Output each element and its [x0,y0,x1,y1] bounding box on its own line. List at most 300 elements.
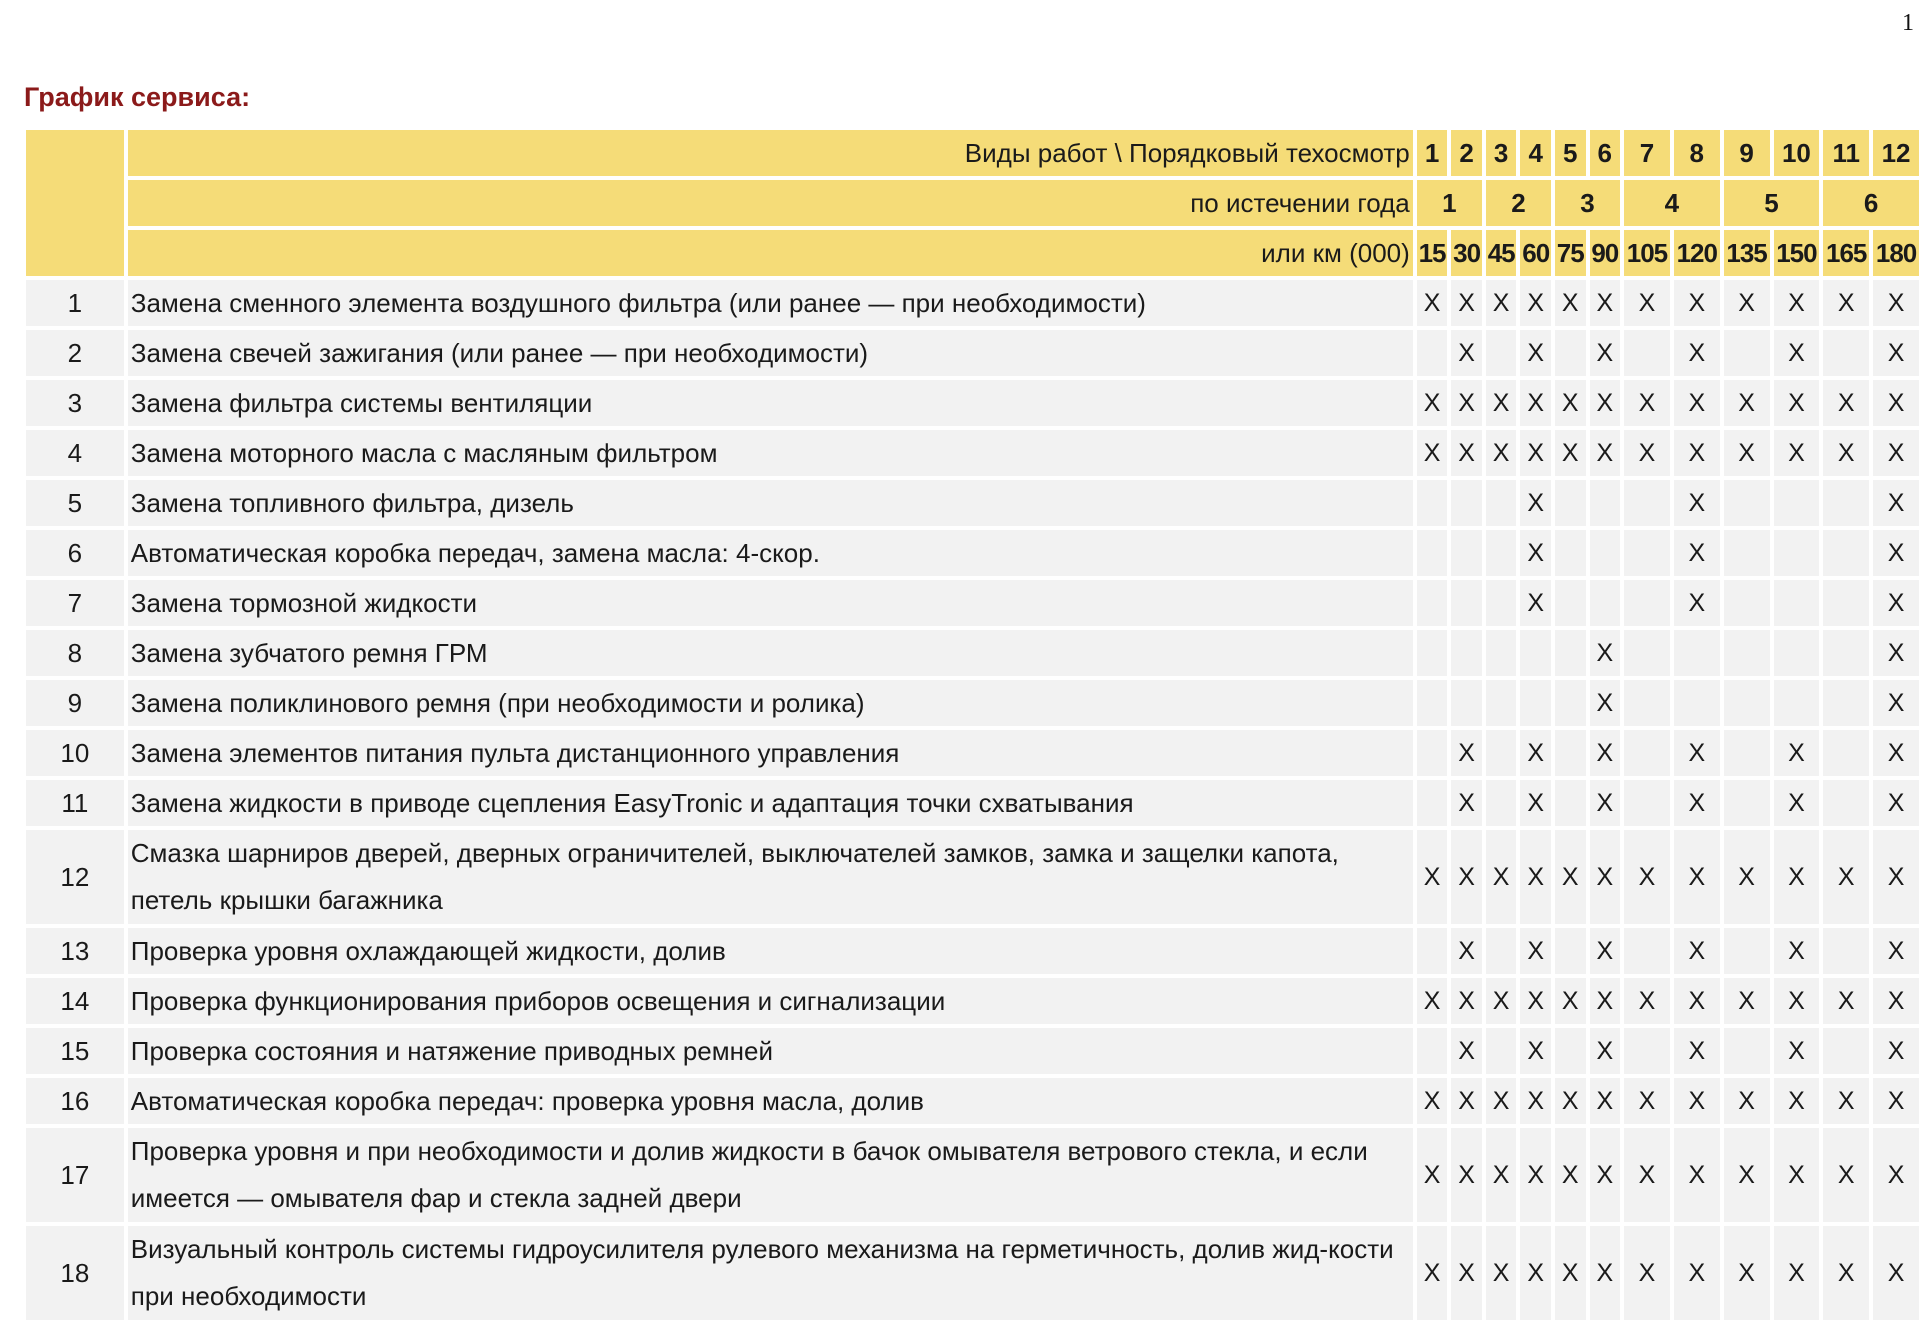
inspection-number-cell: 10 [1774,130,1820,176]
schedule-mark: X [1451,430,1482,476]
schedule-mark: X [1590,380,1621,426]
schedule-mark: X [1774,730,1820,776]
schedule-mark: X [1451,928,1482,974]
schedule-mark: X [1724,280,1770,326]
year-cell: 3 [1555,180,1620,226]
schedule-mark: X [1417,830,1448,924]
schedule-mark: X [1674,330,1720,376]
schedule-mark: X [1486,978,1517,1024]
schedule-mark [1823,730,1869,776]
schedule-mark [1417,680,1448,726]
schedule-mark: X [1486,430,1517,476]
schedule-mark: X [1520,380,1551,426]
schedule-mark [1590,580,1621,626]
schedule-mark: X [1451,280,1482,326]
schedule-mark [1486,730,1517,776]
schedule-mark: X [1774,1226,1820,1320]
page-title: График сервиса: [24,82,251,112]
table-row [26,1128,1919,1222]
schedule-mark [1724,530,1770,576]
schedule-mark [1451,480,1482,526]
work-description: Замена поликлинового ремня (при необходимости и ролика) [128,680,1413,726]
schedule-mark: X [1555,1078,1586,1124]
schedule-mark [1520,630,1551,676]
inspection-number-cell: 3 [1486,130,1517,176]
schedule-mark: X [1486,1226,1517,1320]
schedule-mark: X [1873,380,1919,426]
schedule-mark [1724,928,1770,974]
schedule-mark [1774,480,1820,526]
schedule-mark: X [1674,280,1720,326]
schedule-mark: X [1590,928,1621,974]
inspection-number-cell: 12 [1873,130,1919,176]
schedule-mark [1520,680,1551,726]
header-label-inspection: Виды работ \ Порядковый техосмотр [128,130,1413,176]
schedule-mark: X [1520,430,1551,476]
schedule-mark: X [1451,978,1482,1024]
km-cell: 165 [1823,230,1869,276]
schedule-mark [1823,1028,1869,1074]
schedule-mark: X [1451,1226,1482,1320]
work-description: Замена топливного фильтра, дизель [128,480,1413,526]
schedule-mark [1555,580,1586,626]
schedule-mark [1417,730,1448,776]
schedule-mark: X [1590,1078,1621,1124]
work-description: Проверка состояния и натяжение приводных ремней [128,1028,1413,1074]
schedule-mark [1417,530,1448,576]
schedule-mark [1417,928,1448,974]
work-description: Проверка функционирования приборов освещения и сигнализации [128,978,1413,1024]
row-number: 4 [26,430,124,476]
schedule-mark [1486,780,1517,826]
row-number: 11 [26,780,124,826]
schedule-mark: X [1674,1028,1720,1074]
table-row [26,1226,1919,1320]
schedule-mark: X [1417,978,1448,1024]
schedule-mark: X [1823,430,1869,476]
schedule-mark [1590,480,1621,526]
schedule-mark [1774,680,1820,726]
year-cell: 4 [1624,180,1720,226]
schedule-mark: X [1520,928,1551,974]
schedule-mark: X [1674,530,1720,576]
schedule-mark [1823,580,1869,626]
schedule-mark: X [1774,1078,1820,1124]
schedule-mark: X [1520,1078,1551,1124]
schedule-mark [1823,530,1869,576]
schedule-mark [1451,680,1482,726]
schedule-mark: X [1774,330,1820,376]
schedule-mark: X [1873,730,1919,776]
schedule-mark [1555,480,1586,526]
schedule-mark: X [1590,830,1621,924]
schedule-mark: X [1873,1028,1919,1074]
schedule-mark: X [1590,330,1621,376]
schedule-mark [1624,480,1670,526]
schedule-mark: X [1823,1078,1869,1124]
schedule-mark [1774,630,1820,676]
schedule-mark [1417,630,1448,676]
schedule-mark: X [1451,380,1482,426]
schedule-mark: X [1486,380,1517,426]
schedule-mark: X [1624,830,1670,924]
table-row [26,430,1919,476]
inspection-number-cell: 5 [1555,130,1586,176]
row-number: 1 [26,280,124,326]
schedule-mark: X [1417,280,1448,326]
schedule-mark: X [1873,630,1919,676]
schedule-mark [1624,630,1670,676]
row-number: 2 [26,330,124,376]
schedule-mark: X [1555,978,1586,1024]
schedule-mark [1674,630,1720,676]
work-description: Проверка уровня и при необходимости и долив жидкости в бачок омывателя ветрового стекла, и если имеется — омывателя фар и стекла задней двери [128,1128,1413,1222]
work-description: Замена сменного элемента воздушного фильтра (или ранее — при необходимости) [128,280,1413,326]
schedule-mark [1417,330,1448,376]
schedule-mark: X [1873,780,1919,826]
schedule-mark: X [1674,978,1720,1024]
schedule-mark [1555,680,1586,726]
schedule-mark [1724,580,1770,626]
km-cell: 150 [1774,230,1820,276]
work-description: Замена элементов питания пульта дистанционного управления [128,730,1413,776]
schedule-mark: X [1486,1078,1517,1124]
schedule-mark [1555,330,1586,376]
schedule-mark: X [1451,1078,1482,1124]
schedule-mark [1823,928,1869,974]
schedule-mark: X [1555,280,1586,326]
schedule-mark [1823,330,1869,376]
table-row [26,280,1919,326]
schedule-mark [1486,680,1517,726]
schedule-mark: X [1451,780,1482,826]
schedule-mark: X [1774,978,1820,1024]
work-description: Проверка уровня охлаждающей жидкости, долив [128,928,1413,974]
schedule-mark: X [1823,280,1869,326]
schedule-mark: X [1774,1028,1820,1074]
row-number: 8 [26,630,124,676]
header-row-km [26,230,1919,276]
table-row [26,730,1919,776]
schedule-mark: X [1674,928,1720,974]
schedule-mark [1774,530,1820,576]
schedule-mark [1624,330,1670,376]
schedule-mark: X [1724,830,1770,924]
schedule-mark: X [1624,380,1670,426]
schedule-mark [1417,580,1448,626]
schedule-mark: X [1774,928,1820,974]
schedule-mark [1486,928,1517,974]
schedule-mark [1624,580,1670,626]
schedule-mark: X [1555,830,1586,924]
schedule-mark [1724,330,1770,376]
schedule-mark [1823,680,1869,726]
row-number: 17 [26,1128,124,1222]
inspection-number-cell: 1 [1417,130,1448,176]
schedule-mark: X [1774,380,1820,426]
year-cell: 5 [1724,180,1820,226]
schedule-mark: X [1674,580,1720,626]
schedule-mark: X [1590,430,1621,476]
schedule-mark: X [1520,480,1551,526]
schedule-mark [1624,1028,1670,1074]
schedule-mark [1417,1028,1448,1074]
schedule-mark: X [1555,430,1586,476]
row-number: 10 [26,730,124,776]
schedule-mark [1451,580,1482,626]
schedule-mark: X [1873,530,1919,576]
number-column-header [26,130,124,276]
schedule-mark [1774,580,1820,626]
row-number: 6 [26,530,124,576]
year-cell: 2 [1486,180,1551,226]
inspection-number-cell: 6 [1590,130,1621,176]
schedule-mark: X [1451,1128,1482,1222]
table-row [26,978,1919,1024]
schedule-mark: X [1873,928,1919,974]
schedule-mark: X [1873,978,1919,1024]
row-number: 18 [26,1226,124,1320]
schedule-mark [1823,630,1869,676]
schedule-mark: X [1724,1226,1770,1320]
schedule-mark: X [1724,978,1770,1024]
km-cell: 135 [1724,230,1770,276]
table-row [26,530,1919,576]
schedule-mark [1417,480,1448,526]
schedule-mark [1624,928,1670,974]
schedule-mark [1555,780,1586,826]
row-number: 16 [26,1078,124,1124]
schedule-mark: X [1674,1128,1720,1222]
schedule-mark: X [1624,1078,1670,1124]
km-cell: 15 [1417,230,1448,276]
schedule-mark: X [1590,630,1621,676]
work-description: Автоматическая коробка передач: проверка уровня масла, долив [128,1078,1413,1124]
schedule-mark: X [1590,1226,1621,1320]
schedule-mark: X [1590,730,1621,776]
schedule-mark: X [1674,430,1720,476]
schedule-mark: X [1873,680,1919,726]
row-number: 5 [26,480,124,526]
table-row [26,480,1919,526]
schedule-mark: X [1451,1028,1482,1074]
table-row [26,380,1919,426]
work-description: Замена моторного масла с масляным фильтром [128,430,1413,476]
schedule-mark [1823,780,1869,826]
km-cell: 120 [1674,230,1720,276]
table-row [26,330,1919,376]
page-number: 1 [1902,10,1914,36]
km-cell: 90 [1590,230,1621,276]
schedule-mark: X [1873,330,1919,376]
row-number: 13 [26,928,124,974]
row-number: 7 [26,580,124,626]
schedule-mark [1486,580,1517,626]
schedule-mark: X [1674,480,1720,526]
schedule-mark [1674,680,1720,726]
schedule-mark: X [1417,1128,1448,1222]
inspection-number-cell: 2 [1451,130,1482,176]
schedule-mark: X [1590,280,1621,326]
schedule-mark: X [1674,380,1720,426]
schedule-mark [1724,730,1770,776]
schedule-mark: X [1873,1128,1919,1222]
km-cell: 30 [1451,230,1482,276]
schedule-mark: X [1451,330,1482,376]
schedule-mark: X [1674,730,1720,776]
work-description: Замена тормозной жидкости [128,580,1413,626]
schedule-mark [1624,730,1670,776]
schedule-mark: X [1873,280,1919,326]
schedule-mark: X [1520,978,1551,1024]
schedule-mark [1555,630,1586,676]
schedule-mark: X [1674,780,1720,826]
schedule-mark [1590,530,1621,576]
schedule-mark: X [1823,380,1869,426]
schedule-mark: X [1624,280,1670,326]
schedule-mark: X [1674,1226,1720,1320]
header-row-years [26,180,1919,226]
schedule-mark [1724,630,1770,676]
schedule-mark: X [1520,830,1551,924]
schedule-mark [1624,530,1670,576]
schedule-mark: X [1555,380,1586,426]
inspection-number-cell: 9 [1724,130,1770,176]
table-row [26,1078,1919,1124]
schedule-mark [1724,680,1770,726]
table-row [26,928,1919,974]
schedule-mark [1486,480,1517,526]
schedule-mark: X [1520,280,1551,326]
schedule-mark [1555,530,1586,576]
schedule-mark: X [1774,830,1820,924]
row-number: 9 [26,680,124,726]
schedule-mark: X [1624,1128,1670,1222]
km-cell: 105 [1624,230,1670,276]
km-cell: 75 [1555,230,1586,276]
schedule-mark [1724,1028,1770,1074]
schedule-mark: X [1724,380,1770,426]
work-description: Замена свечей зажигания (или ранее — при необходимости) [128,330,1413,376]
km-cell: 45 [1486,230,1517,276]
schedule-mark [1624,780,1670,826]
schedule-mark: X [1774,280,1820,326]
schedule-mark: X [1774,1128,1820,1222]
schedule-mark: X [1417,1078,1448,1124]
schedule-mark [1451,630,1482,676]
year-cell: 6 [1823,180,1919,226]
schedule-mark: X [1873,1078,1919,1124]
schedule-mark: X [1823,1128,1869,1222]
inspection-number-cell: 7 [1624,130,1670,176]
schedule-mark: X [1590,1028,1621,1074]
schedule-mark: X [1417,1226,1448,1320]
header-label-years: по истечении года [128,180,1413,226]
work-description: Замена жидкости в приводе сцепления EasyTronic и адаптация точки схватывания [128,780,1413,826]
schedule-mark: X [1624,1226,1670,1320]
inspection-number-cell: 4 [1520,130,1551,176]
schedule-mark: X [1520,1226,1551,1320]
work-description: Смазка шарниров дверей, дверных ограничителей, выключателей замков, замка и защелки капота, петель крышки багажника [128,830,1413,924]
schedule-mark [1555,1028,1586,1074]
year-cell: 1 [1417,180,1482,226]
schedule-mark: X [1520,330,1551,376]
schedule-mark: X [1873,830,1919,924]
schedule-mark: X [1823,1226,1869,1320]
schedule-mark: X [1674,830,1720,924]
header-row-inspections [26,130,1919,176]
schedule-mark: X [1555,1128,1586,1222]
schedule-mark [1823,480,1869,526]
schedule-mark: X [1590,978,1621,1024]
inspection-number-cell: 8 [1674,130,1720,176]
row-number: 3 [26,380,124,426]
schedule-mark: X [1520,1128,1551,1222]
schedule-mark: X [1555,1226,1586,1320]
schedule-mark: X [1724,1078,1770,1124]
schedule-mark [1555,928,1586,974]
schedule-mark: X [1590,680,1621,726]
schedule-mark: X [1823,830,1869,924]
schedule-mark: X [1774,780,1820,826]
schedule-mark: X [1486,280,1517,326]
schedule-mark [1486,1028,1517,1074]
schedule-mark: X [1873,430,1919,476]
schedule-mark: X [1520,730,1551,776]
schedule-mark [1724,480,1770,526]
schedule-mark: X [1724,430,1770,476]
schedule-mark: X [1873,580,1919,626]
schedule-mark: X [1873,1226,1919,1320]
schedule-mark: X [1624,430,1670,476]
row-number: 12 [26,830,124,924]
header-label-km: или км (000) [128,230,1413,276]
schedule-mark [1486,330,1517,376]
table-row [26,680,1919,726]
km-cell: 60 [1520,230,1551,276]
schedule-mark: X [1873,480,1919,526]
schedule-mark [1724,780,1770,826]
schedule-mark: X [1774,430,1820,476]
work-description: Замена фильтра системы вентиляции [128,380,1413,426]
inspection-number-cell: 11 [1823,130,1869,176]
schedule-mark: X [1590,780,1621,826]
service-schedule-table [22,126,1920,1324]
schedule-mark [1451,530,1482,576]
schedule-mark: X [1486,830,1517,924]
schedule-mark: X [1417,380,1448,426]
schedule-mark: X [1451,730,1482,776]
table-row [26,830,1919,924]
schedule-mark [1486,630,1517,676]
schedule-mark: X [1520,1028,1551,1074]
schedule-mark: X [1674,1078,1720,1124]
schedule-mark [1486,530,1517,576]
km-cell: 180 [1873,230,1919,276]
schedule-mark: X [1520,780,1551,826]
schedule-mark: X [1624,978,1670,1024]
schedule-mark: X [1590,1128,1621,1222]
work-description: Замена зубчатого ремня ГРМ [128,630,1413,676]
schedule-mark [1555,730,1586,776]
table-row [26,780,1919,826]
schedule-mark: X [1417,430,1448,476]
schedule-mark: X [1486,1128,1517,1222]
table-row [26,580,1919,626]
schedule-mark: X [1724,1128,1770,1222]
row-number: 15 [26,1028,124,1074]
schedule-mark: X [1520,580,1551,626]
